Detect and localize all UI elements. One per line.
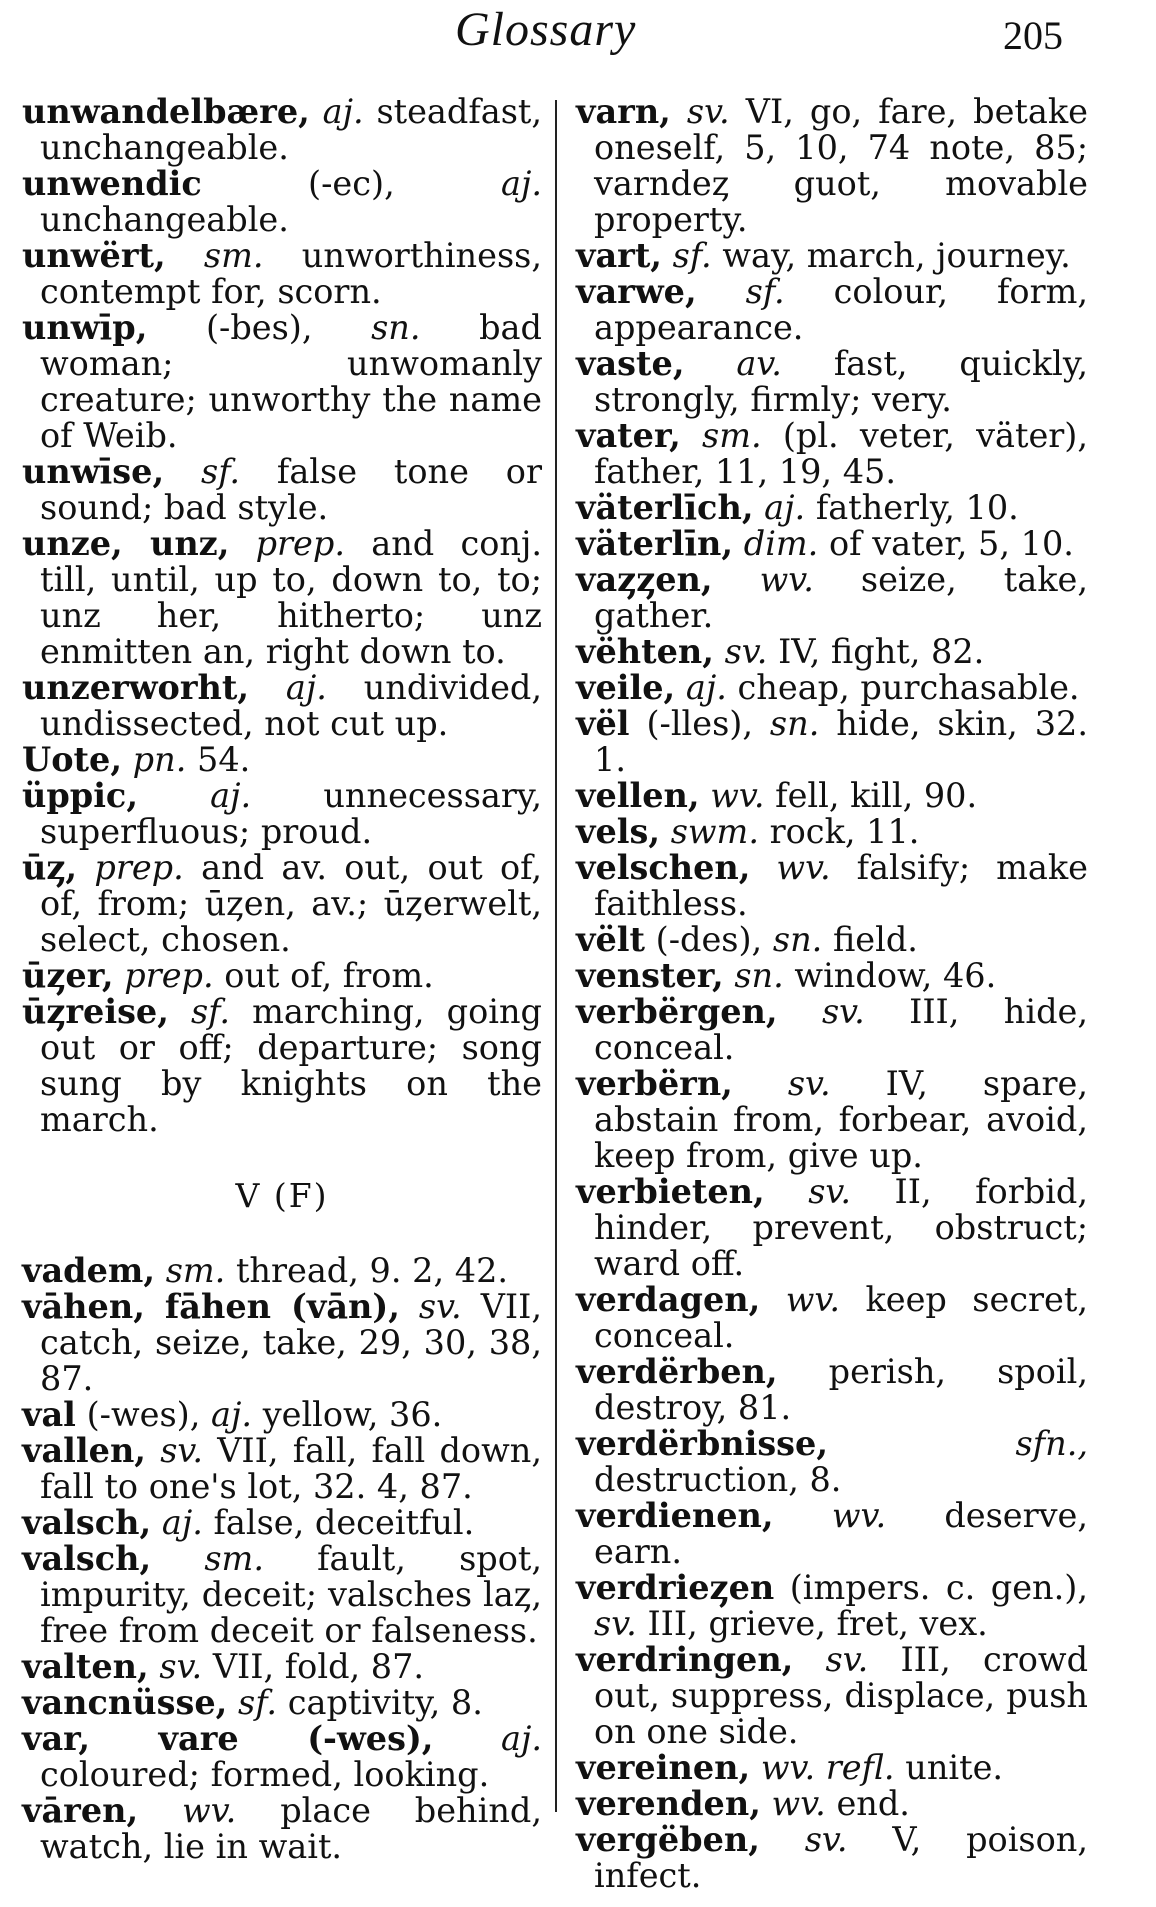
glossary-entry [22,454,542,526]
entry-grammar: aj. [161,1503,203,1542]
glossary-entry [576,634,1088,670]
glossary-entry [576,922,1088,958]
entry-definition: steadfast, unchangeable. [40,92,543,167]
entry-headword: ūȥreise, [22,992,169,1031]
entry-form: (-lles), [646,704,753,743]
entry-grammar: aj. [210,776,252,815]
glossary-entry [22,1433,542,1505]
entry-form: (-des), [655,920,763,959]
entry-definition: and av. out, out of, of, from; ūȥen, av.; ūȥerwelt, select, chosen. [40,848,543,959]
entry-headword: verdagen, [576,1280,761,1319]
entry-form: (impers. c. gen.), [789,1568,1088,1607]
entry-definition: place behind, watch, lie in wait. [40,1791,542,1866]
entry-headword: unwīp, [22,308,148,347]
entry-headword: unwendic [22,164,202,203]
entry-headword: unwandelbære, [22,92,310,131]
entry-headword: venster, [576,956,724,995]
entry-headword: vadem, [22,1251,156,1290]
left-entries-u [22,94,542,1138]
entry-grammar: wv. [182,1791,237,1830]
entry-headword: vater, [576,416,681,455]
entry-definition: false, deceitful. [213,1503,475,1542]
entry-definition: VII, fall, fall down, fall to one's lot, 32. 4, 87. [40,1431,542,1506]
entry-headword: verbërn, [576,1064,733,1103]
entry-headword: vaste, [576,344,685,383]
entry-headword: verbërgen, [576,992,778,1031]
entry-grammar: aj. [764,488,806,527]
entry-grammar: sm. [204,1539,264,1578]
entry-definition: way, march, journey. [722,236,1071,275]
entry-definition: unite. [905,1748,1004,1787]
entry-grammar: aj. [500,164,542,203]
entry-headword: ūȥ, [22,848,78,887]
glossary-entry [22,1685,542,1721]
entry-grammar: wv. [710,776,765,815]
entry-definition: out of, from. [224,956,434,995]
entry-headword: vāhen, fāhen (vān), [22,1287,400,1326]
entry-grammar: sv. [821,992,865,1031]
glossary-entry [576,418,1088,490]
entry-definition: perish, spoil, destroy, 81. [594,1352,1088,1427]
entry-definition: rock, 11. [769,812,920,851]
glossary-entry [22,850,542,958]
entry-headword: varn, [576,92,671,131]
glossary-entry [22,1541,542,1649]
page-header [0,0,1156,80]
entry-definition: window, 46. [794,956,997,995]
entry-definition: coloured; formed, looking. [40,1755,490,1794]
entry-grammar: swm. [670,812,759,851]
entry-definition: unchangeable. [40,200,289,239]
entry-definition: VII, fold, 87. [212,1647,425,1686]
glossary-entry [22,994,542,1138]
entry-definition: end. [836,1784,910,1823]
glossary-entry [576,1750,1088,1786]
entry-definition: III, grieve, fret, vex. [647,1604,988,1643]
entry-grammar: aj. [685,668,727,707]
entry-headword: verenden, [576,1784,761,1823]
glossary-entry [576,1498,1088,1570]
entry-headword: var, vare (-wes), [22,1719,434,1758]
entry-definition: thread, 9. 2, 42. [235,1251,509,1290]
right-entries [576,94,1088,1894]
entry-form: (-bes), [205,308,313,347]
entry-definition: unworthiness, contempt for, scorn. [40,236,542,311]
entry-definition: marching, going out or off; departure; song sung by knights on the march. [40,992,542,1139]
entry-headword: unwërt, [22,236,166,275]
entry-headword: unzerworht, [22,668,250,707]
entry-grammar: sf. [201,452,241,491]
entry-headword: vergëben, [576,1820,760,1859]
entry-headword: ūȥer, [22,956,114,995]
glossary-entry [576,490,1088,526]
entry-grammar: sn. [769,704,820,743]
glossary-entry [576,670,1088,706]
glossary-entry [576,994,1088,1066]
glossary-entry [576,850,1088,922]
entry-headword: val [22,1395,76,1434]
entry-definition: III, hide, conceal. [594,992,1088,1067]
entry-form: (-ec), [308,164,395,203]
section-heading: V (F) [235,1176,329,1215]
entry-headword: verdrieȥen [576,1568,775,1607]
entry-grammar: sv. [686,92,730,131]
right-column [576,94,1088,1894]
glossary-entry [576,1426,1088,1498]
glossary-entry [576,1354,1088,1426]
glossary-entry [22,1793,542,1865]
entry-headword: valsch, [22,1539,152,1578]
entry-grammar: sf. [745,272,785,311]
glossary-entry [576,778,1088,814]
entry-headword: unwīse, [22,452,165,491]
entry-grammar: sn. [772,920,823,959]
entry-definition: keep secret, conceal. [594,1280,1088,1355]
entry-grammar: sv. [160,1431,203,1470]
entry-definition: IV, fight, 82. [778,632,985,671]
entry-definition: IV, spare, abstain from, forbear, avoid, keep from, give up. [594,1064,1088,1175]
glossary-entry [22,310,542,454]
entry-definition: falsify; make faithless. [594,848,1088,923]
entry-headword: vereinen, [576,1748,751,1787]
entry-grammar: sf. [238,1683,278,1722]
entry-grammar: aj. [500,1719,542,1758]
glossary-entry [576,526,1088,562]
entry-grammar: aj. [285,668,327,707]
entry-grammar: sn. [371,308,421,347]
column-divider [555,100,557,1812]
glossary-entry [22,742,542,778]
glossary-entry [22,1289,542,1397]
entry-grammar: sm. [203,236,264,275]
glossary-entry [576,1174,1088,1282]
glossary-entry [22,166,542,238]
entry-definition: bad woman; unwomanly creature; unworthy the name of Weib. [40,308,542,455]
entry-form: (-wes), [86,1395,201,1434]
entry-headword: üppic, [22,776,138,815]
entry-grammar: sv. [418,1287,462,1326]
entry-headword: verdërbnisse, [576,1424,829,1463]
entry-grammar: pn. [132,740,187,779]
entry-headword: unze, unz, [22,524,230,563]
entry-grammar: sv. [825,1640,869,1679]
entry-headword: vancnüsse, [22,1683,228,1722]
entry-grammar: prep. [255,524,345,563]
entry-definition: fault, spot, impurity, deceit; valsches laȥ, free from deceit or falseness. [40,1539,542,1650]
entry-grammar: wv. [831,1496,887,1535]
entry-grammar: wv. [776,848,831,887]
left-entries-v [22,1253,542,1865]
glossary-entry [22,670,542,742]
glossary-entry [22,1253,542,1289]
entry-definition: III, crowd out, suppress, displace, push on one side. [594,1640,1089,1751]
glossary-entry [576,238,1088,274]
entry-grammar: sm. [165,1251,226,1290]
entry-headword: vallen, [22,1431,146,1470]
entry-grammar: sn. [734,956,784,995]
glossary-entry [576,706,1088,778]
entry-headword: vellen, [576,776,700,815]
glossary-entry [576,346,1088,418]
entry-definition: yellow, 36. [262,1395,443,1434]
glossary-entry [22,1397,542,1433]
entry-grammar: wv. [771,1784,826,1823]
entry-definition: false tone or sound; bad style. [40,452,542,527]
glossary-entry [576,562,1088,634]
page-number: 205 [1003,13,1063,58]
entry-grammar: dim. [743,524,819,563]
entry-definition: undivided, undissected, not cut up. [40,668,543,743]
glossary-entry [576,1642,1088,1750]
entry-grammar: sv. [724,632,768,671]
entry-headword: Uote, [22,740,123,779]
glossary-entry [22,778,542,850]
glossary-entry [576,1786,1088,1822]
entry-grammar: sv. [808,1172,852,1211]
entry-headword: väterlīn, [576,524,734,563]
entry-definition: unnecessary, superfluous; proud. [40,776,542,851]
page-title: Glossary [455,3,637,56]
entry-definition: (pl. veter, väter), father, 11, 19, 45. [594,416,1088,491]
entry-grammar: av. [736,344,782,383]
glossary-entry [22,94,542,166]
entry-headword: velschen, [576,848,751,887]
entry-headword: valten, [22,1647,149,1686]
entry-definition: field. [832,920,918,959]
glossary-entry [576,1822,1088,1894]
entry-headword: valsch, [22,1503,152,1542]
entry-definition: fell, kill, 90. [775,776,978,815]
glossary-entry [22,238,542,310]
entry-headword: vāren, [22,1791,139,1830]
glossary-entry [576,1066,1088,1174]
glossary-entry [576,94,1088,238]
entry-grammar: aj. [322,92,364,131]
entry-headword: verdërben, [576,1352,778,1391]
entry-grammar: wv. [759,560,814,599]
entry-grammar: sf. [672,236,712,275]
entry-definition: destruction, 8. [594,1460,842,1499]
entry-headword: vëlt [576,920,645,959]
entry-headword: vël [576,704,630,743]
entry-headword: vëhten, [576,632,714,671]
entry-definition: colour, form, appearance. [594,272,1088,347]
entry-grammar: wv. [785,1280,841,1319]
left-column [22,94,542,1865]
entry-headword: väterlīch, [576,488,754,527]
entry-grammar: sfn., [1015,1424,1088,1463]
entry-grammar: aj. [211,1395,253,1434]
glossary-entry [576,958,1088,994]
glossary-entry [22,1649,542,1685]
entry-definition: of vater, 5, 10. [828,524,1074,563]
entry-definition: hide, skin, 32. 1. [594,704,1089,779]
entry-definition: 54. [197,740,251,779]
entry-definition: captivity, 8. [287,1683,483,1722]
entry-grammar: sm. [702,416,762,455]
entry-grammar: sf. [190,992,231,1031]
entry-headword: verdringen, [576,1640,794,1679]
glossary-entry [576,274,1088,346]
glossary-entry [22,1721,542,1793]
entry-definition: II, forbid, hinder, prevent, obstruct; ward off. [594,1172,1088,1283]
entry-definition: seize, take, gather. [594,560,1088,635]
entry-headword: verdienen, [576,1496,774,1535]
entry-grammar: sv. [804,1820,848,1859]
entry-definition: VI, go, fare, betake oneself, 5, 10, 74 note, 85; varndeȥ guot, movable property. [594,92,1088,239]
entry-grammar: wv. refl. [760,1748,895,1787]
glossary-entry [22,526,542,670]
entry-definition: cheap, purchasable. [737,668,1080,707]
entry-definition: and conj. till, until, up to, down to, to; unz her, hitherto; unz enmitten an, right down to. [40,524,542,671]
entry-headword: veile, [576,668,676,707]
entry-headword: vart, [576,236,662,275]
entry-headword: vels, [576,812,661,851]
entry-headword: varwe, [576,272,697,311]
entry-definition: VII, catch, seize, take, 29, 30, 38, 87. [40,1287,543,1398]
entry-grammar: prep. [94,848,184,887]
entry-definition: V, poison, infect. [594,1820,1089,1895]
entry-grammar: sv. [787,1064,831,1103]
entry-definition: fatherly, 10. [815,488,1019,527]
entry-headword: verbieten, [576,1172,765,1211]
entry-grammar: sv. [594,1604,637,1643]
entry-definition: deserve, earn. [594,1496,1089,1571]
glossary-entry [576,814,1088,850]
entry-headword: vaȥȥen, [576,560,713,599]
glossary-entry [22,1505,542,1541]
glossary-entry [22,958,542,994]
glossary-entry [576,1570,1088,1642]
entry-definition: fast, quickly, strongly, firmly; very. [594,344,1088,419]
entry-grammar: sv. [159,1647,203,1686]
glossary-entry [576,1282,1088,1354]
entry-grammar: prep. [124,956,214,995]
